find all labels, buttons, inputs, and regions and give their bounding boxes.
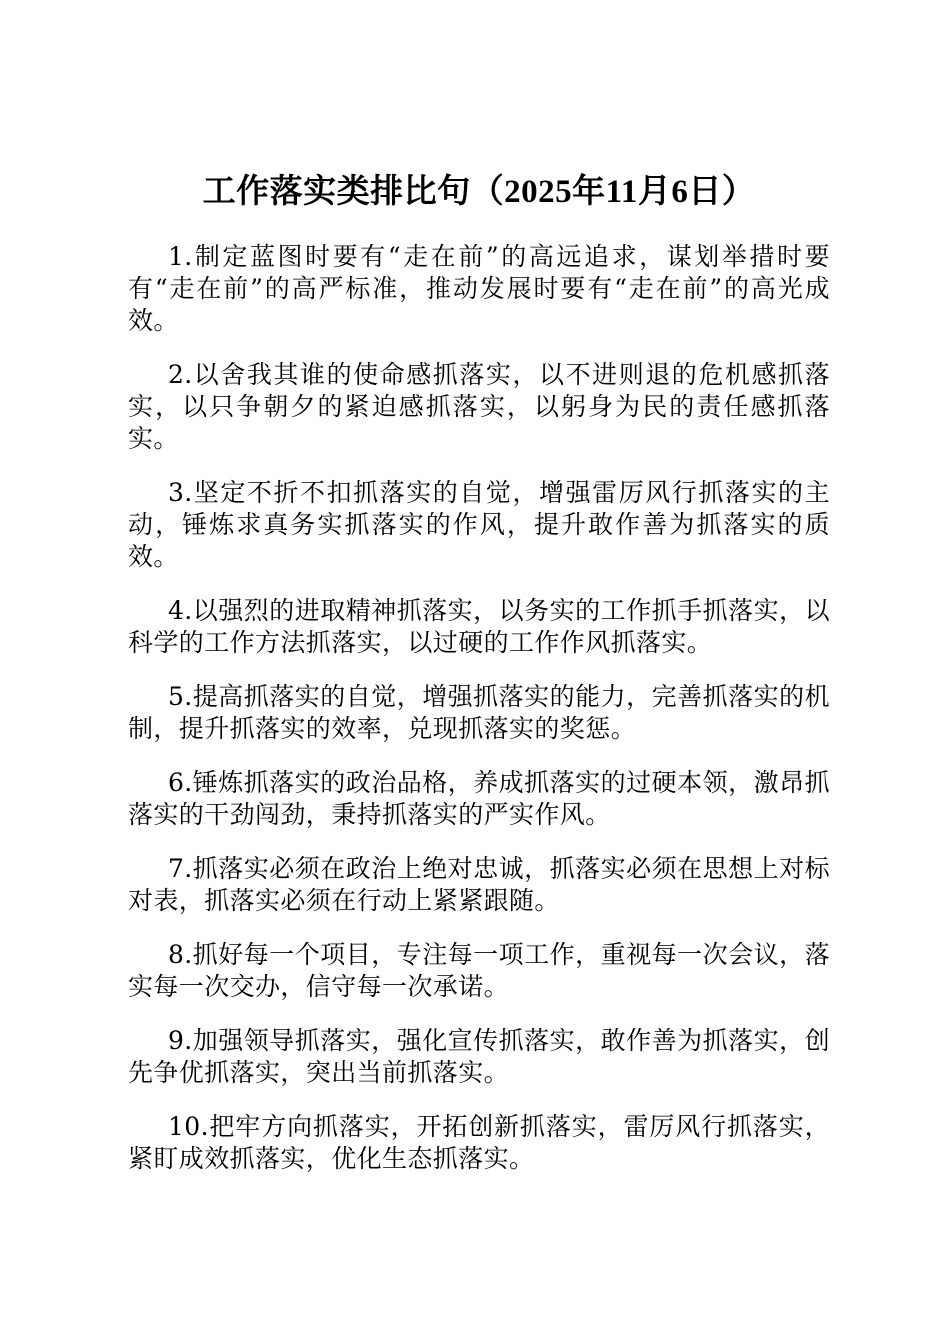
title-year: 2025 xyxy=(504,174,573,210)
paragraph-5: 5.提高抓落实的自觉，增强抓落实的能力，完善抓落实的机制，提升抓落实的效率，兑现抓落实的奖惩。 xyxy=(128,682,830,743)
paragraph-7: 7.抓落实必须在政治上绝对忠诚，抓落实必须在思想上对标对表，抓落实必须在行动上紧紧跟随。 xyxy=(128,854,830,915)
paragraph-6: 6.锤炼抓落实的政治品格，养成抓落实的过硬本领，激昂抓落实的干劲闯劲，秉持抓落实的严实作风。 xyxy=(128,768,830,829)
paragraph-3: 3.坚定不折不扣抓落实的自觉，增强雷厉风行抓落实的主动，锤炼求真务实抓落实的作风，提升敢作善为抓落实的质效。 xyxy=(128,478,830,571)
document-title xyxy=(128,168,830,215)
title-nian: 年 xyxy=(572,171,606,210)
document-page xyxy=(128,168,830,1197)
title-suffix: 日） xyxy=(688,171,756,210)
paragraph-9: 9.加强领导抓落实，强化宣传抓落实，敢作善为抓落实，创先争优抓落实，突出当前抓落实。 xyxy=(128,1026,830,1087)
title-yue: 月 xyxy=(637,171,672,210)
title-day: 6 xyxy=(671,174,689,210)
paragraph-2: 2.以舍我其谁的使命感抓落实，以不进则退的危机感抓落实，以只争朝夕的紧迫感抓落实，以躬身为民的责任感抓落实。 xyxy=(128,360,830,453)
paragraph-1: 1.制定蓝图时要有“走在前”的高远追求，谋划举措时要有“走在前”的高严标准，推动发展时要有“走在前”的高光成效。 xyxy=(128,242,830,335)
paragraph-8: 8.抓好每一个项目，专注每一项工作，重视每一次会议，落实每一次交办，信守每一次承诺。 xyxy=(128,940,830,1001)
paragraph-10: 10.把牢方向抓落实，开拓创新抓落实，雷厉风行抓落实，紧盯成效抓落实，优化生态抓落实。 xyxy=(128,1112,830,1173)
paragraph-4: 4.以强烈的进取精神抓落实，以务实的工作抓手抓落实，以科学的工作方法抓落实，以过硬的工作作风抓落实。 xyxy=(128,596,830,657)
title-month: 11 xyxy=(605,174,638,210)
title-prefix: 工作落实类排比句（ xyxy=(202,171,505,210)
